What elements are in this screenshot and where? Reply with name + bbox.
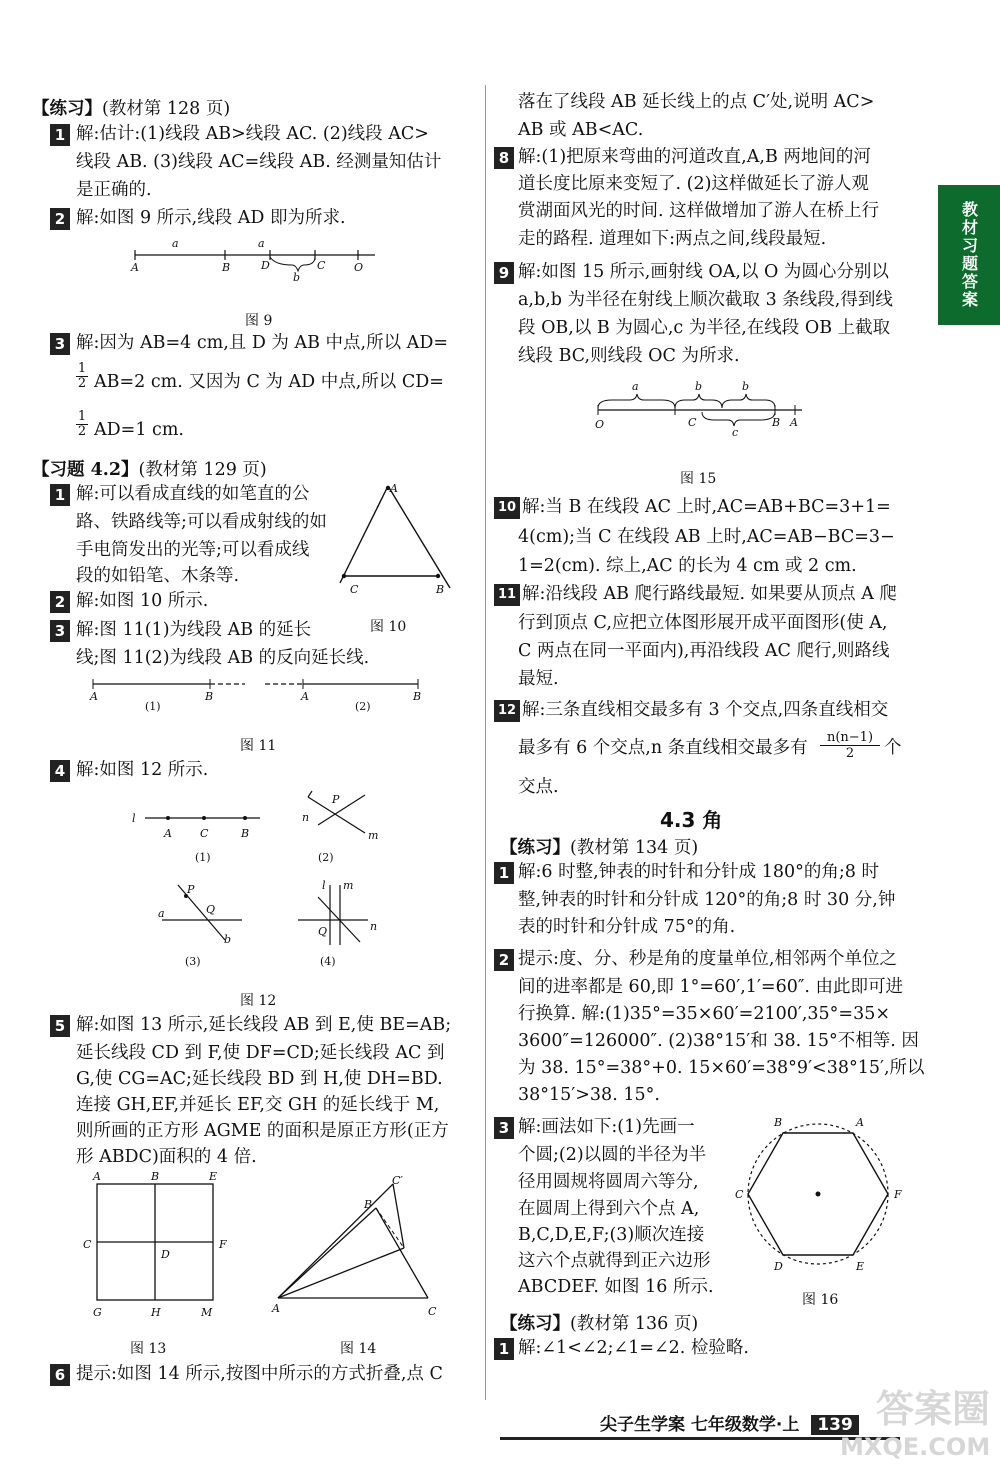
figure-15 bbox=[590, 378, 810, 438]
figure-label: Q bbox=[318, 925, 328, 938]
fraction-denominator: 2 bbox=[77, 424, 87, 439]
page-footer bbox=[600, 1410, 859, 1435]
figure-label: E bbox=[856, 1260, 865, 1273]
figure-10 bbox=[330, 478, 460, 603]
fig9-label: b bbox=[293, 271, 301, 284]
answer-line: 延长线段 CD 到 F,使 DF=CD;延长线段 AC 到 bbox=[76, 1043, 445, 1063]
fraction bbox=[820, 730, 880, 761]
figure-label: A bbox=[856, 1116, 864, 1129]
answer-line: 线段 BC,则线段 OC 为所求. bbox=[518, 346, 740, 366]
answer-line: 形 ABDC)面积的 4 倍. bbox=[76, 1147, 257, 1167]
answer-line: G,使 CG=AC;延长线段 BD 到 H,使 DH=BD. bbox=[76, 1069, 443, 1089]
answer-line: 在圆周上得到六个点 A, bbox=[518, 1199, 700, 1219]
answer-line: 赏湖面风光的时间. 这样做增加了游人在桥上行 bbox=[518, 201, 880, 221]
figure-label: A bbox=[93, 1170, 101, 1183]
figure-label: A bbox=[272, 1302, 280, 1315]
answer-line: 落在了线段 AB 延长线上的点 C′处,说明 AC> bbox=[518, 92, 875, 112]
figure-label: C bbox=[735, 1188, 744, 1201]
answer-line: 解:因为 AB=4 cm,且 D 为 AB 中点,所以 AD= bbox=[76, 333, 449, 353]
figure-label: n bbox=[370, 920, 378, 933]
fig10-label: C bbox=[350, 583, 359, 596]
question-number: 6 bbox=[50, 1364, 70, 1386]
answer-line: 4(cm);当 C 在线段 AB 上时,AC=AB−BC=3− bbox=[518, 527, 895, 547]
figure-caption: 图 16 bbox=[802, 1292, 839, 1308]
answer-line: 交点. bbox=[518, 777, 559, 797]
answer-line: 提示:如图 14 所示,按图中所示的方式折叠,点 C bbox=[76, 1364, 443, 1384]
answer-line: C 两点在同一平面内),再沿线段 AC 爬行,则路线 bbox=[518, 641, 890, 661]
answer-line: 解:如图 9 所示,线段 AD 即为所求. bbox=[76, 208, 346, 228]
figure-caption: 图 9 bbox=[245, 313, 273, 329]
figure-label: (4) bbox=[320, 955, 336, 968]
figure-label: B bbox=[364, 1198, 373, 1211]
answer-line: 走的路程. 道理如下:两点之间,线段最短. bbox=[518, 229, 827, 249]
section-heading-practice-128: 【练习】(教材第 128 页) bbox=[32, 99, 231, 119]
fig11-label: A bbox=[90, 690, 98, 703]
answer-line: 解:三条直线相交最多有 3 个交点,四条直线相交 bbox=[522, 700, 889, 720]
figure-16 bbox=[730, 1110, 910, 1285]
figure-label: (3) bbox=[185, 955, 201, 968]
answer-line: B,C,D,E,F;(3)顺次连接 bbox=[518, 1225, 705, 1245]
question-number: 10 bbox=[494, 497, 520, 519]
figure-label: B bbox=[151, 1170, 160, 1183]
answer-line: 提示:度、分、秒是角的度量单位,相邻两个单位之 bbox=[518, 949, 897, 969]
figure-label: n bbox=[302, 811, 310, 824]
fig9-label: C bbox=[317, 259, 326, 272]
fig10-label: A bbox=[390, 482, 398, 495]
figure-label: B bbox=[241, 827, 250, 840]
answer-line: 解:可以看成直线的如笔直的公 bbox=[76, 484, 310, 504]
figure-label: B bbox=[774, 1116, 783, 1129]
section-heading-practice-136: 【练习】(教材第 136 页) bbox=[500, 1314, 699, 1334]
answer-line: 行换算. 解:(1)35°=35×60′=2100′,35°=35× bbox=[518, 1004, 891, 1024]
question-number: 1 bbox=[494, 862, 514, 884]
answer-line: 手电筒发出的光等;可以看成线 bbox=[76, 540, 310, 560]
figure-caption: 图 14 bbox=[340, 1341, 377, 1357]
fraction-denominator: 2 bbox=[77, 376, 87, 391]
figure-label: a bbox=[158, 907, 165, 920]
question-number: 3 bbox=[494, 1117, 514, 1139]
figure-label: D bbox=[161, 1248, 170, 1261]
answer-line: 段 OB,以 B 为圆心,c 为半径,在线段 OB 上截取 bbox=[518, 318, 891, 338]
fraction-numerator: n(n−1) bbox=[820, 730, 880, 746]
answer-line: 路、铁路线等;可以看成射线的如 bbox=[76, 512, 327, 532]
figure-label: (1) bbox=[195, 851, 211, 864]
fig9-label: O bbox=[354, 261, 364, 274]
answer-line: 3600″=126000″. (2)38°15′和 38. 15°不相等. 因 bbox=[518, 1031, 919, 1051]
column-divider bbox=[485, 85, 486, 1400]
figure-9 bbox=[130, 235, 390, 285]
figure-label: C′ bbox=[392, 1174, 403, 1187]
section-heading-practice-134: 【练习】(教材第 134 页) bbox=[500, 838, 699, 858]
figure-caption: 图 12 bbox=[240, 993, 277, 1009]
figure-label: C bbox=[83, 1238, 92, 1251]
figure-label: (2) bbox=[318, 851, 334, 864]
answer-line: 行到顶点 C,应把立体图形展开成平面图形(使 A, bbox=[518, 613, 888, 633]
figure-label: b bbox=[695, 380, 703, 393]
watermark-line: MXQE.COM bbox=[840, 1433, 991, 1461]
fig9-label: A bbox=[131, 261, 139, 274]
question-number: 9 bbox=[494, 262, 514, 284]
figure-label: a bbox=[632, 380, 639, 393]
side-tab: 教材习题答案 bbox=[938, 185, 1000, 325]
figure-label: m bbox=[343, 879, 354, 892]
answer-line: 这六个点就得到正六边形 bbox=[518, 1251, 711, 1271]
page-number: 139 bbox=[811, 1415, 859, 1435]
answer-line: 个 bbox=[884, 738, 902, 758]
figure-11 bbox=[85, 674, 435, 719]
answer-line: 解:当 B 在线段 AC 上时,AC=AB+BC=3+1= bbox=[522, 497, 891, 517]
watermark-line: 答案圈 bbox=[875, 1387, 990, 1431]
question-number: 2 bbox=[494, 949, 514, 971]
answer-line: 解:(1)把原来弯曲的河道改直,A,B 两地间的河 bbox=[518, 147, 871, 167]
answer-line: 解:画法如下:(1)先画一 bbox=[518, 1117, 695, 1137]
figure-13 bbox=[75, 1168, 235, 1328]
figure-label: b bbox=[224, 933, 232, 946]
question-number: 1 bbox=[50, 124, 70, 146]
question-number: 8 bbox=[494, 147, 514, 169]
question-number: 2 bbox=[50, 591, 70, 613]
figure-caption: 图 11 bbox=[240, 738, 277, 754]
fig11-label: (1) bbox=[145, 700, 161, 713]
answer-line: 解:图 11(1)为线段 AB 的延长 bbox=[76, 620, 312, 640]
section-title-4-3: 4.3 角 bbox=[660, 808, 723, 832]
question-number: 11 bbox=[494, 584, 520, 606]
figure-label: E bbox=[209, 1170, 218, 1183]
answer-line: AB 或 AB<AC. bbox=[518, 120, 644, 140]
figure-label: m bbox=[368, 829, 379, 842]
answer-line: 最多有 6 个交点,n 条直线相交最多有 bbox=[518, 738, 808, 758]
answer-line: ABCDEF. 如图 16 所示. bbox=[518, 1277, 714, 1297]
question-number: 4 bbox=[50, 760, 70, 782]
answer-line: 1=2(cm). 综上,AC 的长为 4 cm 或 2 cm. bbox=[518, 556, 857, 576]
section-heading-exercise-4-2: 【习题 4.2】(教材第 129 页) bbox=[32, 460, 267, 480]
fraction-denominator: 2 bbox=[845, 746, 855, 761]
fig10-label: B bbox=[436, 583, 445, 596]
figure-label: C bbox=[688, 416, 697, 429]
answer-line: 是正确的. bbox=[76, 180, 152, 200]
figure-label: A bbox=[790, 416, 798, 429]
fraction bbox=[76, 410, 88, 439]
figure-label: Q bbox=[206, 903, 216, 916]
fig9-label: a bbox=[172, 237, 179, 250]
answer-line: 线;图 11(2)为线段 AB 的反向延长线. bbox=[76, 648, 370, 668]
figure-label: B bbox=[772, 416, 781, 429]
fig11-label: A bbox=[301, 690, 309, 703]
answer-line: 间的进率都是 60,即 1°=60′,1′=60″. 由此即可进 bbox=[518, 977, 904, 997]
answer-line: 连接 GH,EF,并延长 EF,交 GH 的延长线于 M, bbox=[76, 1095, 440, 1115]
figure-label: F bbox=[219, 1238, 227, 1251]
answer-line: 段的如铅笔、木条等. bbox=[76, 566, 240, 586]
answer-line: 解:如图 10 所示. bbox=[76, 591, 209, 611]
footer-text: 尖子生学案 七年级数学·上 bbox=[600, 1415, 800, 1435]
question-number: 3 bbox=[50, 620, 70, 642]
answer-line: 解:沿线段 AB 爬行路线最短. 如果要从顶点 A 爬 bbox=[522, 584, 897, 604]
answer-line: 解:如图 12 所示. bbox=[76, 760, 209, 780]
question-number: 2 bbox=[50, 208, 70, 230]
answer-line: 个圆;(2)以圆的半径为半 bbox=[518, 1145, 707, 1165]
fraction-numerator: 1 bbox=[77, 361, 87, 376]
fig9-label: a bbox=[258, 237, 265, 250]
question-number: 1 bbox=[50, 484, 70, 506]
fig11-label: (2) bbox=[355, 700, 371, 713]
fig11-label: B bbox=[205, 690, 214, 703]
question-number: 3 bbox=[50, 333, 70, 355]
figure-label: M bbox=[201, 1306, 213, 1319]
fig9-label: D bbox=[261, 259, 270, 272]
figure-14 bbox=[268, 1170, 458, 1330]
answer-line: AB=2 cm. 又因为 C 为 AD 中点,所以 CD= bbox=[94, 372, 444, 392]
figure-12 bbox=[120, 785, 400, 985]
answer-line: 解:6 时整,钟表的时针和分针成 180°的角;8 时 bbox=[518, 862, 879, 882]
answer-line: 解:估计:(1)线段 AB>线段 AC. (2)线段 AC> bbox=[76, 124, 429, 144]
figure-label: H bbox=[151, 1306, 161, 1319]
watermark bbox=[840, 1387, 991, 1466]
figure-label: P bbox=[332, 793, 340, 806]
answer-line: a,b,b 为半径在射线上顺次截取 3 条线段,得到线 bbox=[518, 290, 893, 310]
answer-line: 整,钟表的时针和分针成 120°的角;8 时 30 分,钟 bbox=[518, 890, 896, 910]
figure-label: c bbox=[732, 426, 739, 439]
figure-label: G bbox=[93, 1306, 102, 1319]
figure-label: P bbox=[187, 883, 195, 896]
figure-label: l bbox=[132, 812, 136, 825]
answer-line: 38°15′>38. 15°. bbox=[518, 1085, 660, 1105]
figure-label: D bbox=[774, 1260, 783, 1273]
figure-label: b bbox=[742, 380, 750, 393]
answer-line: 径用圆规将圆周六等分, bbox=[518, 1172, 699, 1192]
figure-label: A bbox=[164, 827, 172, 840]
figure-label: O bbox=[595, 418, 605, 431]
figure-label: l bbox=[322, 879, 326, 892]
question-number: 5 bbox=[50, 1015, 70, 1037]
fig9-label: B bbox=[222, 261, 231, 274]
answer-line: 解:∠1<∠2;∠1=∠2. 检验略. bbox=[518, 1338, 749, 1358]
fig11-label: B bbox=[413, 690, 422, 703]
fraction-numerator: 1 bbox=[77, 409, 87, 424]
question-number: 1 bbox=[494, 1338, 514, 1360]
answer-line: 道长度比原来变短了. (2)这样做延长了游人观 bbox=[518, 174, 869, 194]
answer-line: 则所画的正方形 AGME 的面积是原正方形(正方 bbox=[76, 1121, 449, 1141]
answer-line: AD=1 cm. bbox=[94, 420, 184, 440]
answer-line: 线段 AB. (3)线段 AC=线段 AB. 经测量知估计 bbox=[76, 152, 442, 172]
figure-label: C bbox=[428, 1305, 437, 1318]
figure-caption: 图 15 bbox=[680, 471, 717, 487]
figure-caption: 图 13 bbox=[130, 1341, 167, 1357]
answer-line: 解:如图 15 所示,画射线 OA,以 O 为圆心分别以 bbox=[518, 262, 889, 282]
answer-line: 解:如图 13 所示,延长线段 AB 到 E,使 BE=AB; bbox=[76, 1015, 452, 1035]
answer-line: 表的时针和分针成 75°的角. bbox=[518, 917, 736, 937]
fraction bbox=[76, 362, 88, 391]
answer-line: 为 38. 15°=38°+0. 15×60′=38°9′<38°15′,所以 bbox=[518, 1058, 925, 1078]
question-number: 12 bbox=[494, 700, 520, 722]
figure-label: F bbox=[894, 1188, 902, 1201]
figure-caption: 图 10 bbox=[370, 619, 407, 635]
figure-label: C bbox=[200, 827, 209, 840]
answer-line: 最短. bbox=[518, 669, 559, 689]
